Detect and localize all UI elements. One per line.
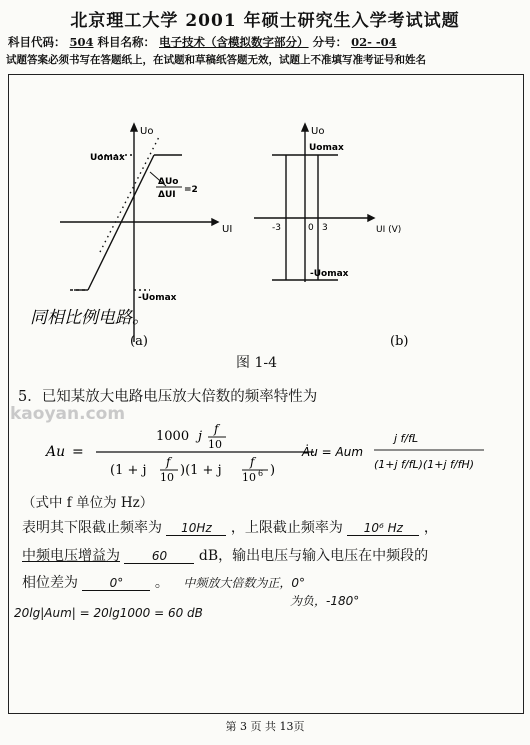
fig-b-tick-zero: 0	[308, 223, 314, 233]
fig-b-label: (b)	[390, 334, 409, 349]
hw-gain-calc: 20lg|Aum| = 20lg1000 = 60 dB	[14, 606, 203, 620]
hw-phase-note-2: 为负，-180°	[290, 594, 360, 608]
formula-den-ten2: 10	[242, 471, 256, 484]
exam-notice: 试题答案必须书写在答题纸上，在试题和草稿纸答题无效，试题上不准填写准考证号和姓名	[6, 54, 426, 66]
phase-diff-answer: 0°	[82, 576, 150, 591]
fig-b-tick-pos: 3	[322, 223, 328, 233]
formula-num-1000: 1000	[156, 429, 190, 444]
formula-den-part1: (1 + j	[110, 463, 147, 478]
fig-b-top-level: Uomax	[309, 143, 344, 153]
upper-cutoff-answer: 10⁶ Hz	[347, 521, 419, 536]
frequency-response-formula	[18, 418, 518, 486]
formula-eq: =	[72, 444, 84, 460]
hw-formula-lhs: Ȧu = Aum	[302, 445, 364, 459]
fig-b-tick-neg: -3	[272, 223, 281, 233]
exam-title: 北京理工大学 2001 年硕士研究生入学考试试题	[70, 11, 460, 31]
answer-line-1	[22, 517, 438, 537]
fig-a-label: (a)	[130, 334, 148, 349]
fig-b-bottom-level: -Uomax	[310, 269, 349, 279]
fig-b-x-arrow	[368, 215, 374, 221]
formula-lhs: Au	[46, 444, 66, 460]
part-number: 02- -04	[351, 35, 397, 49]
line3-suffix: 。	[154, 575, 169, 591]
figure-caption: 图 1-4	[236, 355, 277, 371]
fig-a-handwritten-note: 同相比例电路。	[30, 308, 149, 328]
formula-den-close: )	[270, 463, 276, 478]
line2-suffix: dB，输出电压与输入电压在中频段的	[198, 548, 429, 564]
fig-a-bottom-level: -Uomax	[138, 293, 177, 303]
fig-a-x-arrow	[212, 219, 218, 225]
line1-middle: ，上限截止频率为	[230, 520, 343, 536]
answer-line-2	[22, 545, 428, 565]
watermark: kaoyan.com	[10, 404, 126, 424]
line1-suffix: ，	[423, 520, 438, 536]
part-label: 分号：	[312, 35, 348, 49]
formula-den-pow: 6	[258, 469, 264, 478]
subject-name-label: 科目名称：	[97, 35, 156, 49]
formula-num-ten: 10	[208, 438, 222, 451]
fig-a-y-label: Uo	[140, 126, 154, 137]
unit-note: （式中 f 单位为 Hz）	[22, 495, 154, 511]
fig-b-y-label: Uo	[311, 126, 325, 137]
fig-a-slope-den: ΔUI	[158, 190, 176, 200]
answer-line-3	[22, 572, 305, 592]
subject-code: 504	[69, 35, 94, 49]
formula-den-part2: )(1 + j	[180, 463, 222, 478]
formula-num-f: f	[214, 422, 219, 436]
fig-a-top-level: Uomax	[90, 153, 125, 163]
line3-prefix: 相位差为	[22, 575, 78, 591]
fig-a-y-arrow	[131, 124, 137, 131]
line1-prefix: 表明其下限截止频率为	[22, 520, 162, 536]
formula-den-f1: f	[166, 455, 171, 469]
hw-formula-den: (1+j f/fL)(1+j f/fH)	[374, 458, 475, 471]
formula-den-f2: f	[250, 455, 255, 469]
midband-gain-answer: 60	[124, 549, 194, 564]
hw-phase-note-1: 中频放大倍数为正，0°	[183, 576, 305, 590]
formula-num-j: j	[198, 429, 203, 444]
hw-formula-num: j f/fL	[394, 432, 419, 445]
formula-den-ten1: 10	[160, 471, 174, 484]
fig-a-slope-value: =2	[184, 185, 198, 195]
subject-line	[8, 34, 397, 50]
subject-name: 电子技术（含模拟数字部分）	[159, 35, 309, 49]
page-number: 第 3 页 共 13页	[225, 720, 305, 733]
figure-1-4	[0, 110, 530, 350]
fig-b-y-arrow	[302, 124, 308, 131]
fig-b-x-label: UI (V)	[376, 225, 402, 235]
fig-a-slope-num: ΔUo	[158, 177, 179, 187]
subject-code-label: 科目代码：	[8, 35, 66, 49]
line2-prefix: 中频电压增益为	[22, 548, 120, 564]
fig-a-x-label: UI	[222, 224, 233, 235]
lower-cutoff-answer: 10Hz	[166, 521, 226, 536]
question-5-text: 5．已知某放大电路电压放大倍数的频率特性为	[18, 389, 318, 405]
